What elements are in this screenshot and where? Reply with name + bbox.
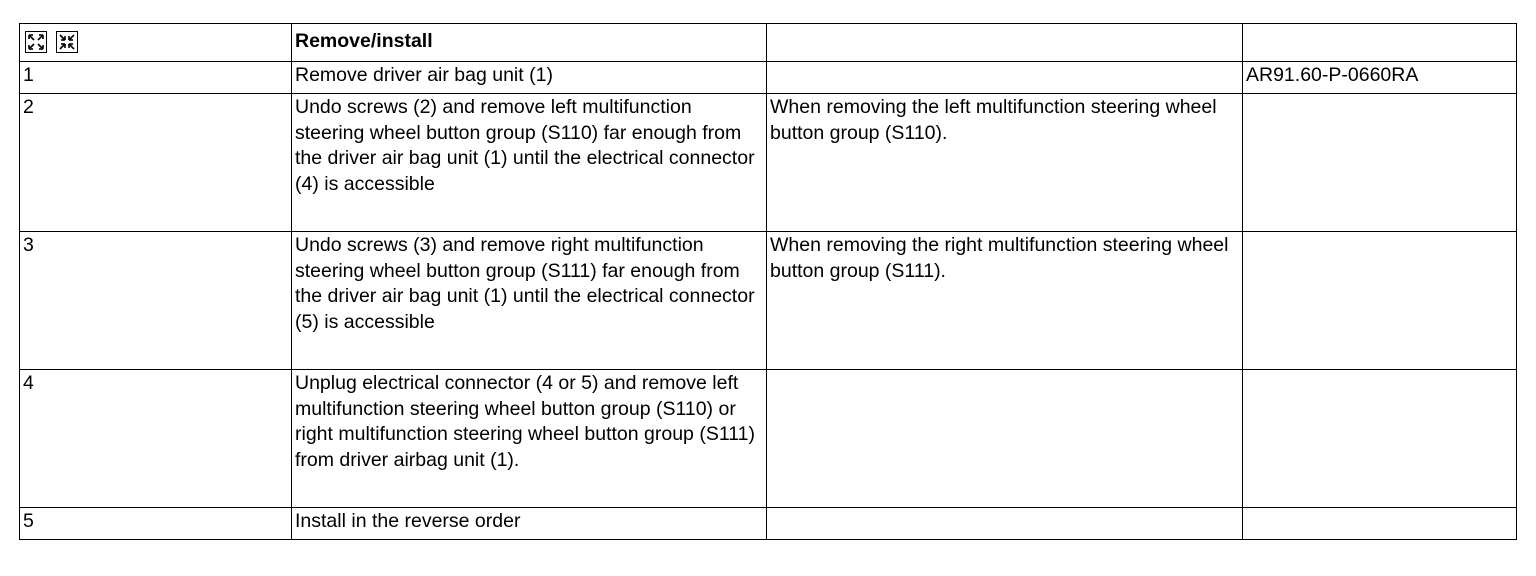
expand-icon[interactable] — [25, 31, 47, 53]
step-note: When removing the right multifunction steering wheel button group (S111). — [767, 232, 1243, 370]
step-text: Unplug electrical connector (4 or 5) and remove left multifunction steering wheel button group (S110) or right multifunction steering wheel button group (S111) from driver airbag unit (1). — [292, 370, 767, 508]
collapse-icon[interactable] — [56, 31, 78, 53]
step-number: 3 — [20, 232, 292, 370]
step-number: 4 — [20, 370, 292, 508]
procedure-table — [19, 23, 1517, 540]
header-step: Remove/install — [292, 24, 767, 62]
table-row — [20, 370, 1517, 508]
step-number: 5 — [20, 508, 292, 540]
step-text: Install in the reverse order — [292, 508, 767, 540]
table-header-row — [20, 24, 1517, 62]
step-text: Undo screws (2) and remove left multifunction steering wheel button group (S110) far enough from the driver air bag unit (1) until the electrical connector (4) is accessible — [292, 94, 767, 232]
step-note: When removing the left multifunction steering wheel button group (S110). — [767, 94, 1243, 232]
step-note — [767, 508, 1243, 540]
header-ref — [1243, 24, 1517, 62]
step-reference — [1243, 232, 1517, 370]
table-row — [20, 62, 1517, 94]
table-row — [20, 232, 1517, 370]
step-number: 2 — [20, 94, 292, 232]
step-note — [767, 62, 1243, 94]
header-note — [767, 24, 1243, 62]
step-reference — [1243, 508, 1517, 540]
step-number: 1 — [20, 62, 292, 94]
step-text: Remove driver air bag unit (1) — [292, 62, 767, 94]
step-note — [767, 370, 1243, 508]
step-reference — [1243, 370, 1517, 508]
step-reference-link[interactable]: AR91.60-P-0660RA — [1243, 62, 1517, 94]
header-icons-cell — [20, 24, 292, 62]
table-row — [20, 94, 1517, 232]
step-reference — [1243, 94, 1517, 232]
step-text: Undo screws (3) and remove right multifunction steering wheel button group (S111) far enough from the driver air bag unit (1) until the electrical connector (5) is accessible — [292, 232, 767, 370]
table-row — [20, 508, 1517, 540]
